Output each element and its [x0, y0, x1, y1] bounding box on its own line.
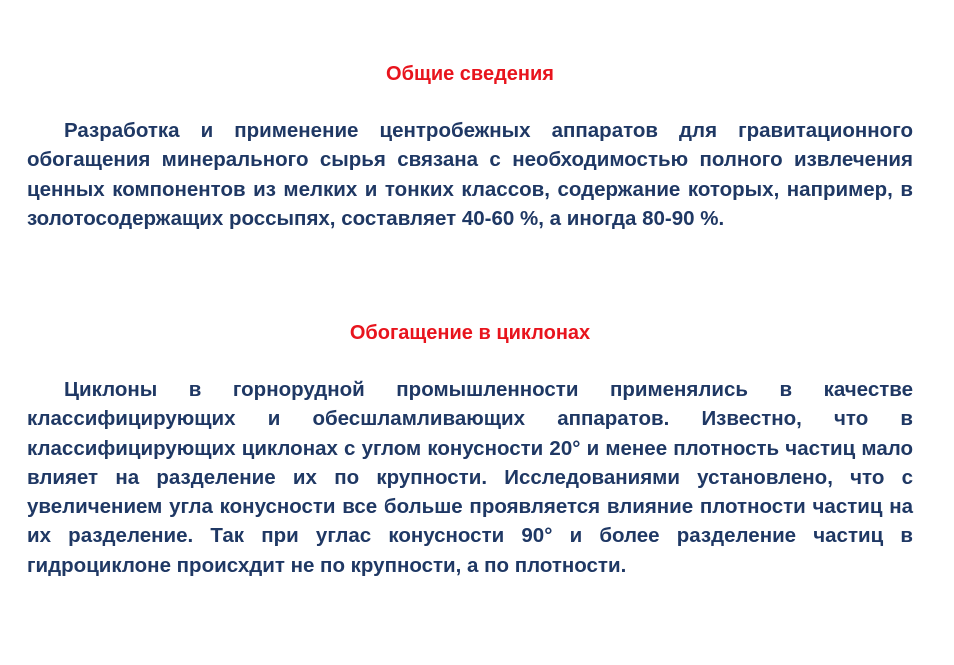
- section-heading-cyclone-enrichment: Обогащение в циклонах: [349, 322, 591, 344]
- section-paragraph-cyclone-enrichment: Циклоны в горнорудной промышленности применялись в качестве классифицирующих и обесшламливающих аппаратов. Известно, что в классифицирующих циклонах с углом конусности 20° и менее плотность частиц мало влияет на разделение их по крупности. Исследованиями установлено, что с увеличением угла конусности все больше проявляется влияние плотности частиц на их разделение. Так при углас конусности 90° и более разделение частиц в гидроциклоне происхдит не по крупности, а по плотности.: [27, 378, 913, 577]
- section-paragraph-general-info: Разработка и применение центробежных аппаратов для гравитационного обогащения минерального сырья связана с необходимостью полного извлечения ценных компонентов из мелких и тонких классов, содержание которых, например, в золотосодержащих россыпях, составляет 40-60 %, а иногда 80-90 %.: [27, 119, 913, 230]
- section-heading-general-info: Общие сведения: [386, 63, 554, 85]
